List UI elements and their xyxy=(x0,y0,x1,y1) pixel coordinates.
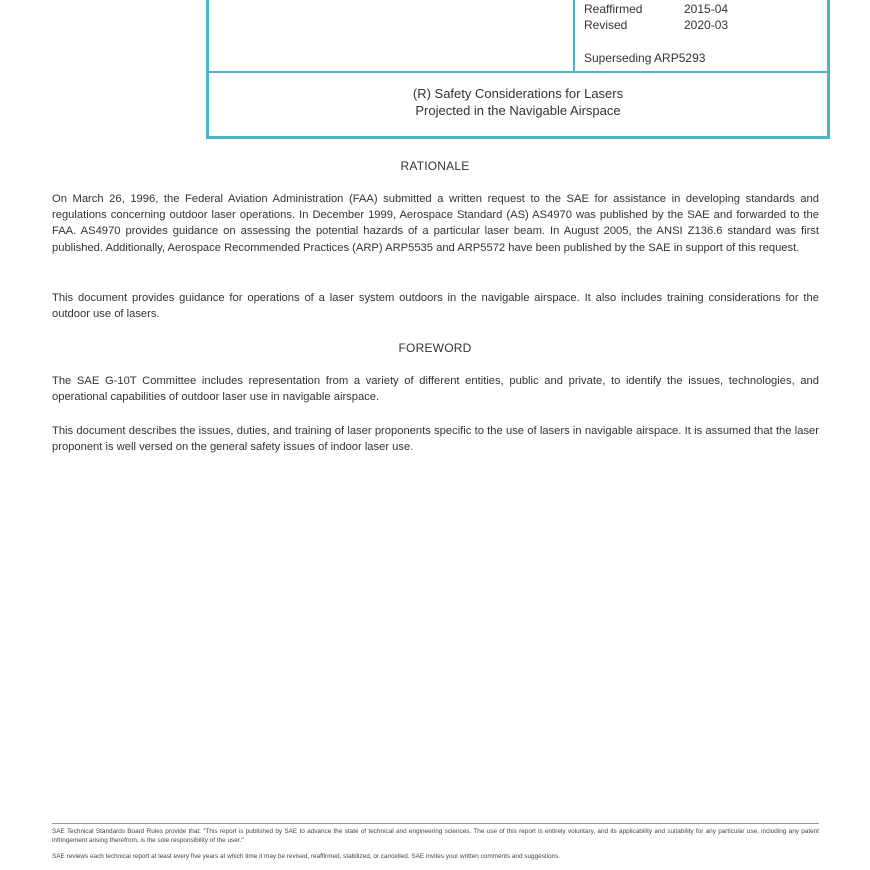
foreword-paragraph-1: The SAE G-10T Committee includes representation from a variety of different entities, public and private, to identify the issues, technologies, and operational capabilities of outdoor laser use in navigable airspace. xyxy=(52,375,819,404)
superseding-note: Superseding ARP5293 xyxy=(584,51,706,65)
meta-value: 2015-04 xyxy=(684,2,729,16)
meta-value: 2020-03 xyxy=(684,18,729,32)
meta-label: Revised xyxy=(584,18,628,32)
rationale-heading: RATIONALE xyxy=(400,159,470,173)
document-title-line-1: (R) Safety Considerations for Lasers xyxy=(412,86,624,101)
foreword-heading: FOREWORD xyxy=(398,341,472,355)
foreword-paragraph-2: This document describes the issues, duties, and training of laser proponents specific to the use of lasers in navigable airspace. It is assumed that the laser proponent is well versed on the general safety issues of indoor laser use. xyxy=(52,425,819,454)
footer-note-1: SAE Technical Standards Board Rules provide that: "This report is published by SAE to advance the state of technical and engineering sciences. The use of this report is entirely voluntary, and its applicability and suitability for any particular use, including any patent infringement arising therefrom, is the sole responsibility of the user." xyxy=(52,828,819,844)
document-header-box xyxy=(206,0,830,139)
meta-label: Reaffirmed xyxy=(584,2,643,16)
document-title xyxy=(209,85,827,119)
meta-row-revised xyxy=(584,18,728,32)
header-top-left-cell xyxy=(209,0,575,73)
document-title-line-2: Projected in the Navigable Airspace xyxy=(415,103,621,118)
footer-divider xyxy=(52,823,819,824)
header-meta-cell xyxy=(575,0,827,73)
rationale-paragraph-1: On March 26, 1996, the Federal Aviation Administration (FAA) submitted a written request to the SAE for assistance in developing standards and regulations concerning outdoor laser operations. In December 1999, Aerospace Standard (AS) AS4970 was published by the SAE and forwarded to the FAA. AS4970 provides guidance on assessing the potential hazards of a particular laser beam. In August 2005, the ANSI Z136.6 standard was first published. Additionally, Aerospace Recommended Practices (ARP) ARP5535 and ARP5572 have been published by the SAE in support of this request. xyxy=(52,193,819,254)
meta-row-reaffirmed xyxy=(584,2,728,16)
footer-note-2: SAE reviews each technical report at least every five years at which time it may be revised, reaffirmed, stabilized, or cancelled. SAE invites your written comments and suggestions. xyxy=(52,853,561,860)
rationale-paragraph-2: This document provides guidance for operations of a laser system outdoors in the navigable airspace. It also includes training considerations for the outdoor use of lasers. xyxy=(52,292,819,321)
